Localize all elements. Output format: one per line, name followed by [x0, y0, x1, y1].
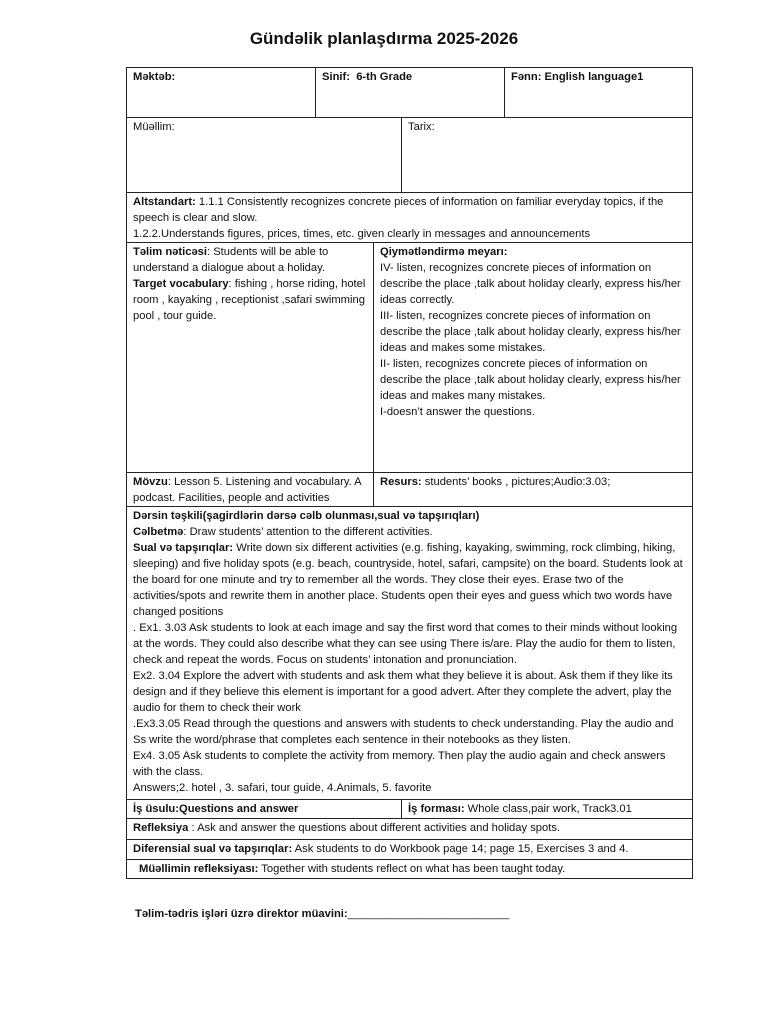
teacher-row: [126, 117, 693, 193]
teacher-reflection-cell: [127, 860, 692, 878]
document-title: Gündəlik planlaşdırma 2025-2026: [249, 29, 519, 48]
class-label: Sinif:: [322, 71, 350, 83]
topic-label: Mövzu: [133, 476, 168, 488]
assessment-line-3: III- listen, recognizes concrete pieces of information on describe the place ,talk about holiday clearly, express his/her ideas and makes some mistakes.: [380, 310, 681, 354]
differential-row: [126, 839, 693, 860]
teacher-reflection-text: Together with students reflect on what has been taught today.: [258, 863, 566, 875]
tasks-text: Write down six different activities (e.g. fishing, kayaking, swimming, rock climbing, hiking, sleeping) and five holiday spots (e.g. beach, countryside, hotel, safari, campsite) on the board. Students look at the board for one minute and try to remember all the words. They close their eyes. Erase two of the activities/spots and rewrite them in another place. Students open their eyes and guess which two words have changed positions: [133, 542, 683, 618]
exercise-4: Ex4. 3.05 Ask students to complete the activity from memory. Then play the audio again and check answers with the class.: [133, 750, 666, 778]
assessment-line-4: IV- listen, recognizes concrete pieces of information on describe the place ,talk about holiday clearly, express his/her ideas correctly.: [380, 262, 681, 306]
teacher-cell: [127, 118, 401, 192]
topic-cell: [127, 473, 373, 506]
substandard-row: [126, 192, 693, 243]
form-text: Whole class,pair work, Track3.01: [464, 803, 632, 815]
assessment-line-1: I-doesn’t answer the questions.: [380, 406, 535, 418]
reflection-row: [126, 818, 693, 840]
resources-text: students’ books , pictures;Audio:3.03;: [421, 476, 611, 488]
subject-cell: [504, 68, 692, 117]
method-cell: [127, 800, 401, 818]
date-cell: [401, 118, 692, 192]
outcome-row: [126, 242, 693, 473]
reflection-text: : Ask and answer the questions about different activities and holiday spots.: [188, 822, 561, 834]
motivation-text: : Draw students’ attention to the different activities.: [183, 526, 433, 538]
subject-label: Fənn: English language1: [511, 71, 644, 83]
motivation-label: Cəlbetmə: [133, 526, 184, 538]
footer-label: Təlim-tədris işləri üzrə direktor müavini:: [135, 908, 348, 920]
form-label: İş forması:: [408, 803, 465, 815]
tasks-label: Sual və tapşırıqlar:: [133, 542, 234, 554]
substandard-line1: 1.1.1 Consistently recognizes concrete pieces of information on familiar everyday topics, if the speech is clear and slow.: [133, 196, 664, 224]
lesson-cell: [127, 507, 692, 799]
assessment-cell: [373, 243, 692, 472]
resources-label: Resurs:: [380, 476, 422, 488]
footer-signature: [135, 908, 509, 920]
vocab-text: : fishing , horse riding, hotel room , kayaking , receptionist ,safari swimming pool , tour guide.: [133, 278, 366, 322]
outcome-text: : Students will be able to understand a dialogue about a holiday.: [133, 246, 329, 274]
topic-row: [126, 472, 693, 507]
method-label: İş üsulu:Questions and answer: [133, 803, 299, 815]
differential-cell: [127, 840, 692, 859]
outcome-label: Təlim nəticəsi: [133, 246, 207, 258]
footer-blank: __________________________: [347, 908, 510, 920]
answers: Answers;2. hotel , 3. safari, tour guide, 4.Animals, 5. favorite: [133, 782, 432, 794]
date-label: Tarix:: [408, 121, 435, 133]
substandard-cell: [127, 193, 692, 242]
lesson-row: [126, 506, 693, 800]
teacher-reflection-label: Müəllimin refleksiyası:: [139, 863, 259, 875]
assessment-label: Qiymətləndirmə meyarı:: [380, 246, 508, 258]
class-value: 6-th Grade: [356, 71, 413, 83]
exercise-2: Ex2. 3.04 Explore the advert with students and ask them what they believe it is about. Ask them if they like its design and if they believe this element is important for a good advert. After they complete the advert, play the audio for them to check their work: [133, 670, 673, 714]
vocab-label: Target vocabulary: [133, 278, 229, 290]
resources-cell: [373, 473, 692, 506]
exercise-3: .Ex3.3.05 Read through the questions and answers with students to check understanding. Play the audio and Ss write the word/phrase that completes each sentence in their notebooks as they listen.: [133, 718, 674, 746]
method-row: [126, 799, 693, 819]
header-row: [126, 67, 693, 118]
reflection-label: Refleksiya: [133, 822, 189, 834]
reflection-cell: [127, 819, 692, 839]
differential-text: Ask students to do Workbook page 14; page 15, Exercises 3 and 4.: [292, 843, 629, 855]
substandard-label: Altstandart:: [133, 196, 196, 208]
exercise-1: . Ex1. 3.03 Ask students to look at each image and say the first word that comes to their minds without looking at the words. They could also describe what they can see using There is/are. Play the audio for them to listen, check and repeat the words. Focus on students’ intonation and pronunciation.: [133, 622, 678, 666]
lesson-heading: Dərsin təşkili(şagirdlərin dərsə cəlb olunması,sual və tapşırıqları): [133, 510, 480, 522]
teacher-reflection-row: [126, 859, 693, 879]
class-cell: [315, 68, 504, 117]
differential-label: Diferensial sual və tapşırıqlar:: [133, 843, 293, 855]
topic-text: : Lesson 5. Listening and vocabulary. A podcast. Facilities, people and activities: [133, 476, 362, 504]
form-cell: [401, 800, 692, 818]
substandard-line2: 1.2.2.Understands figures, prices, times, etc. given clearly in messages and announcements: [133, 228, 591, 240]
school-label: Məktəb:: [133, 71, 176, 83]
teacher-label: Müəllim:: [133, 121, 175, 133]
school-cell: [127, 68, 315, 117]
outcome-cell: [127, 243, 373, 472]
assessment-line-2: II- listen, recognizes concrete pieces of information on describe the place ,talk about holiday clearly, express his/her ideas and makes many mistakes.: [380, 358, 681, 402]
